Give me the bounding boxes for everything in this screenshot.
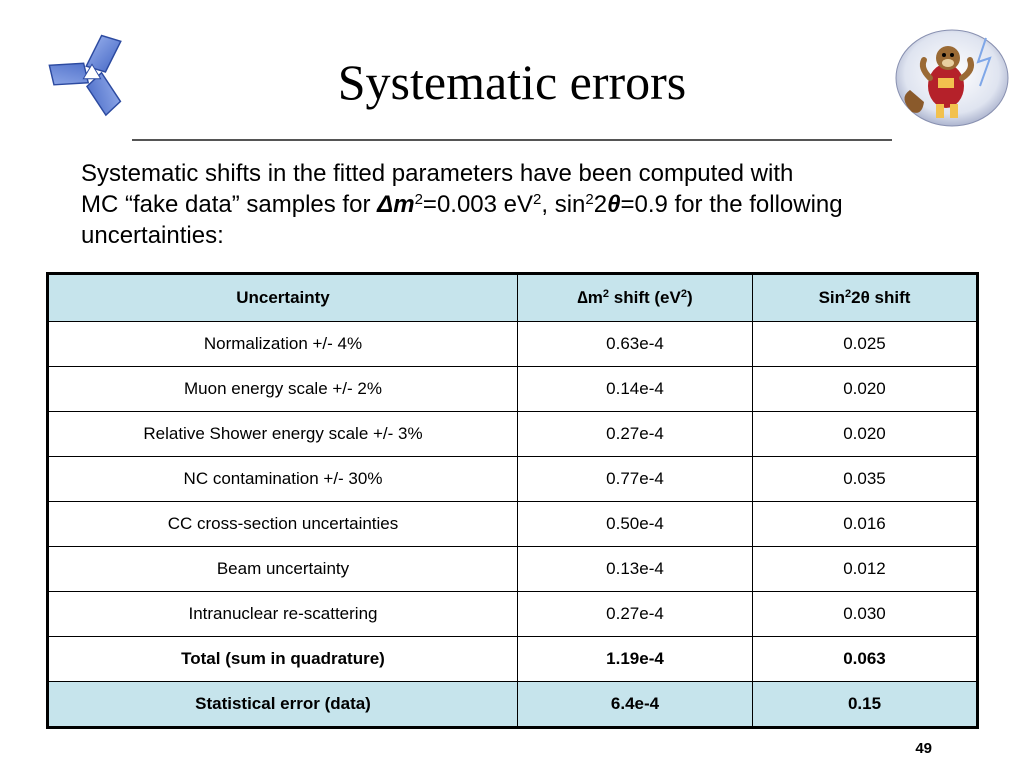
cell-uncertainty: CC cross-section uncertainties [48,502,518,547]
cell-sin: 0.016 [753,502,978,547]
cell-uncertainty: Relative Shower energy scale +/- 3% [48,412,518,457]
table-row [48,547,978,592]
cell-sin: 0.025 [753,322,978,367]
cell-dm2: 6.4e-4 [518,682,753,728]
cell-sin: 0.035 [753,457,978,502]
cell-sin: 0.020 [753,367,978,412]
dm2-value: =0.003 eV [422,191,534,218]
cell-uncertainty: NC contamination +/- 30% [48,457,518,502]
table-row [48,367,978,412]
header-sin2theta-shift: Sin$^2$2θ shift [753,274,978,322]
intro-paragraph [81,158,981,251]
title-divider [132,139,892,141]
slide-title: Systematic errors [337,54,687,110]
intro-line-2-start: MC “fake data” samples for [81,191,378,218]
table-row [48,412,978,457]
cell-dm2: 0.13e-4 [518,547,753,592]
cell-sin: 0.012 [753,547,978,592]
table-header-row [48,274,978,322]
table-row [48,592,978,637]
cell-uncertainty: Normalization +/- 4% [48,322,518,367]
cell-sin: 0.15 [753,682,978,728]
table-row [48,322,978,367]
theta-symbol: θ [607,191,621,218]
cell-sin: 0.020 [753,412,978,457]
cell-dm2: 0.27e-4 [518,412,753,457]
cell-uncertainty: Intranuclear re-scattering [48,592,518,637]
superscript-2: 2 [414,191,423,208]
superscript-2: 2 [533,191,542,208]
sin-text: , sin [541,191,586,218]
systematic-errors-table [46,272,979,729]
cell-dm2: 0.77e-4 [518,457,753,502]
two-text: 2 [593,191,608,218]
header-dm2-shift: $\Delta m^2$ shift $(eV^2)$ [518,274,753,322]
theta-value: =0.9 for the following [620,191,843,218]
cell-sin: 0.030 [753,592,978,637]
cell-dm2: 0.50e-4 [518,502,753,547]
page-number: 49 [915,740,932,757]
cell-uncertainty: Total (sum in quadrature) [48,637,518,682]
delta-symbol: Δ [377,191,394,218]
table-row-total [48,637,978,682]
cell-uncertainty: Statistical error (data) [48,682,518,728]
cell-dm2: 1.19e-4 [518,637,753,682]
table-row-statistical [48,682,978,728]
table-row [48,457,978,502]
intro-line-1: Systematic shifts in the fitted parameters have been computed with [81,160,794,187]
table-row [48,502,978,547]
superscript-2: 2 [585,191,594,208]
cell-dm2: 0.63e-4 [518,322,753,367]
cell-dm2: 0.27e-4 [518,592,753,637]
m-symbol: m [393,191,415,218]
cell-sin: 0.063 [753,637,978,682]
intro-line-3: uncertainties: [81,222,224,249]
cell-dm2: 0.14e-4 [518,367,753,412]
cell-uncertainty: Muon energy scale +/- 2% [48,367,518,412]
header-uncertainty: Uncertainty [48,274,518,322]
cell-uncertainty: Beam uncertainty [48,547,518,592]
